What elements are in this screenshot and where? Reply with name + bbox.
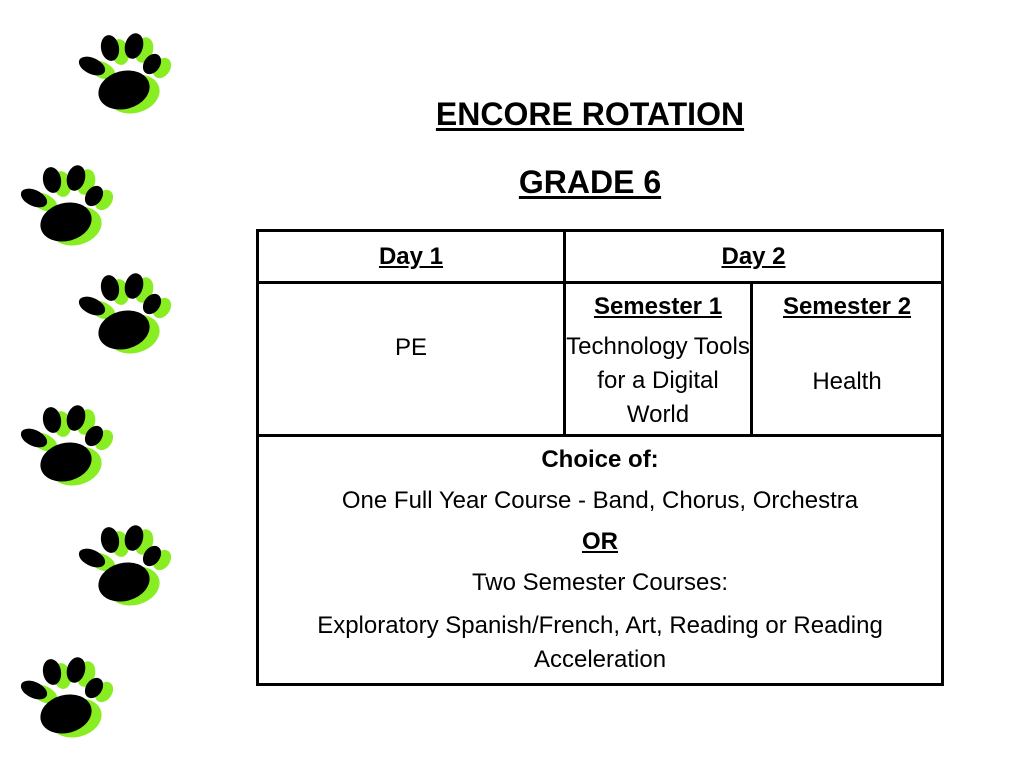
semester2-cell bbox=[752, 283, 943, 436]
semester1-course: Technology Tools for a Digital World bbox=[566, 333, 750, 428]
choice-option-1: One Full Year Course - Band, Chorus, Orchestra bbox=[341, 487, 859, 514]
page-subtitle: GRADE 6 bbox=[518, 164, 662, 200]
semester2-header: Semester 2 bbox=[782, 293, 912, 320]
choice-or-label: OR bbox=[582, 528, 618, 555]
day1-course: PE bbox=[394, 334, 427, 361]
day1-header: Day 1 bbox=[258, 231, 565, 283]
day1-cell bbox=[258, 283, 565, 436]
paw-print-icon bbox=[14, 656, 124, 746]
paw-print-icon bbox=[72, 32, 182, 122]
table-courses-row bbox=[258, 283, 943, 436]
paw-print-icon bbox=[72, 272, 182, 362]
semester2-course: Health bbox=[812, 368, 882, 395]
table-header-row bbox=[258, 231, 943, 283]
choice-option-2-heading: Two Semester Courses: bbox=[471, 569, 729, 596]
choice-cell bbox=[258, 436, 943, 685]
choice-option-2-courses: Exploratory Spanish/French, Art, Reading or Reading Acceleration bbox=[317, 612, 883, 673]
day2-header: Day 2 bbox=[565, 231, 943, 283]
semester1-cell bbox=[565, 283, 752, 436]
choice-heading: Choice of: bbox=[541, 446, 659, 473]
table-choice-row bbox=[258, 436, 943, 685]
paw-print-icon bbox=[72, 524, 182, 614]
semester1-header: Semester 1 bbox=[593, 293, 723, 320]
paw-print-icon bbox=[14, 404, 124, 494]
rotation-table bbox=[256, 229, 944, 686]
page-title: ENCORE ROTATION bbox=[435, 96, 745, 132]
paw-print-icon bbox=[14, 164, 124, 254]
